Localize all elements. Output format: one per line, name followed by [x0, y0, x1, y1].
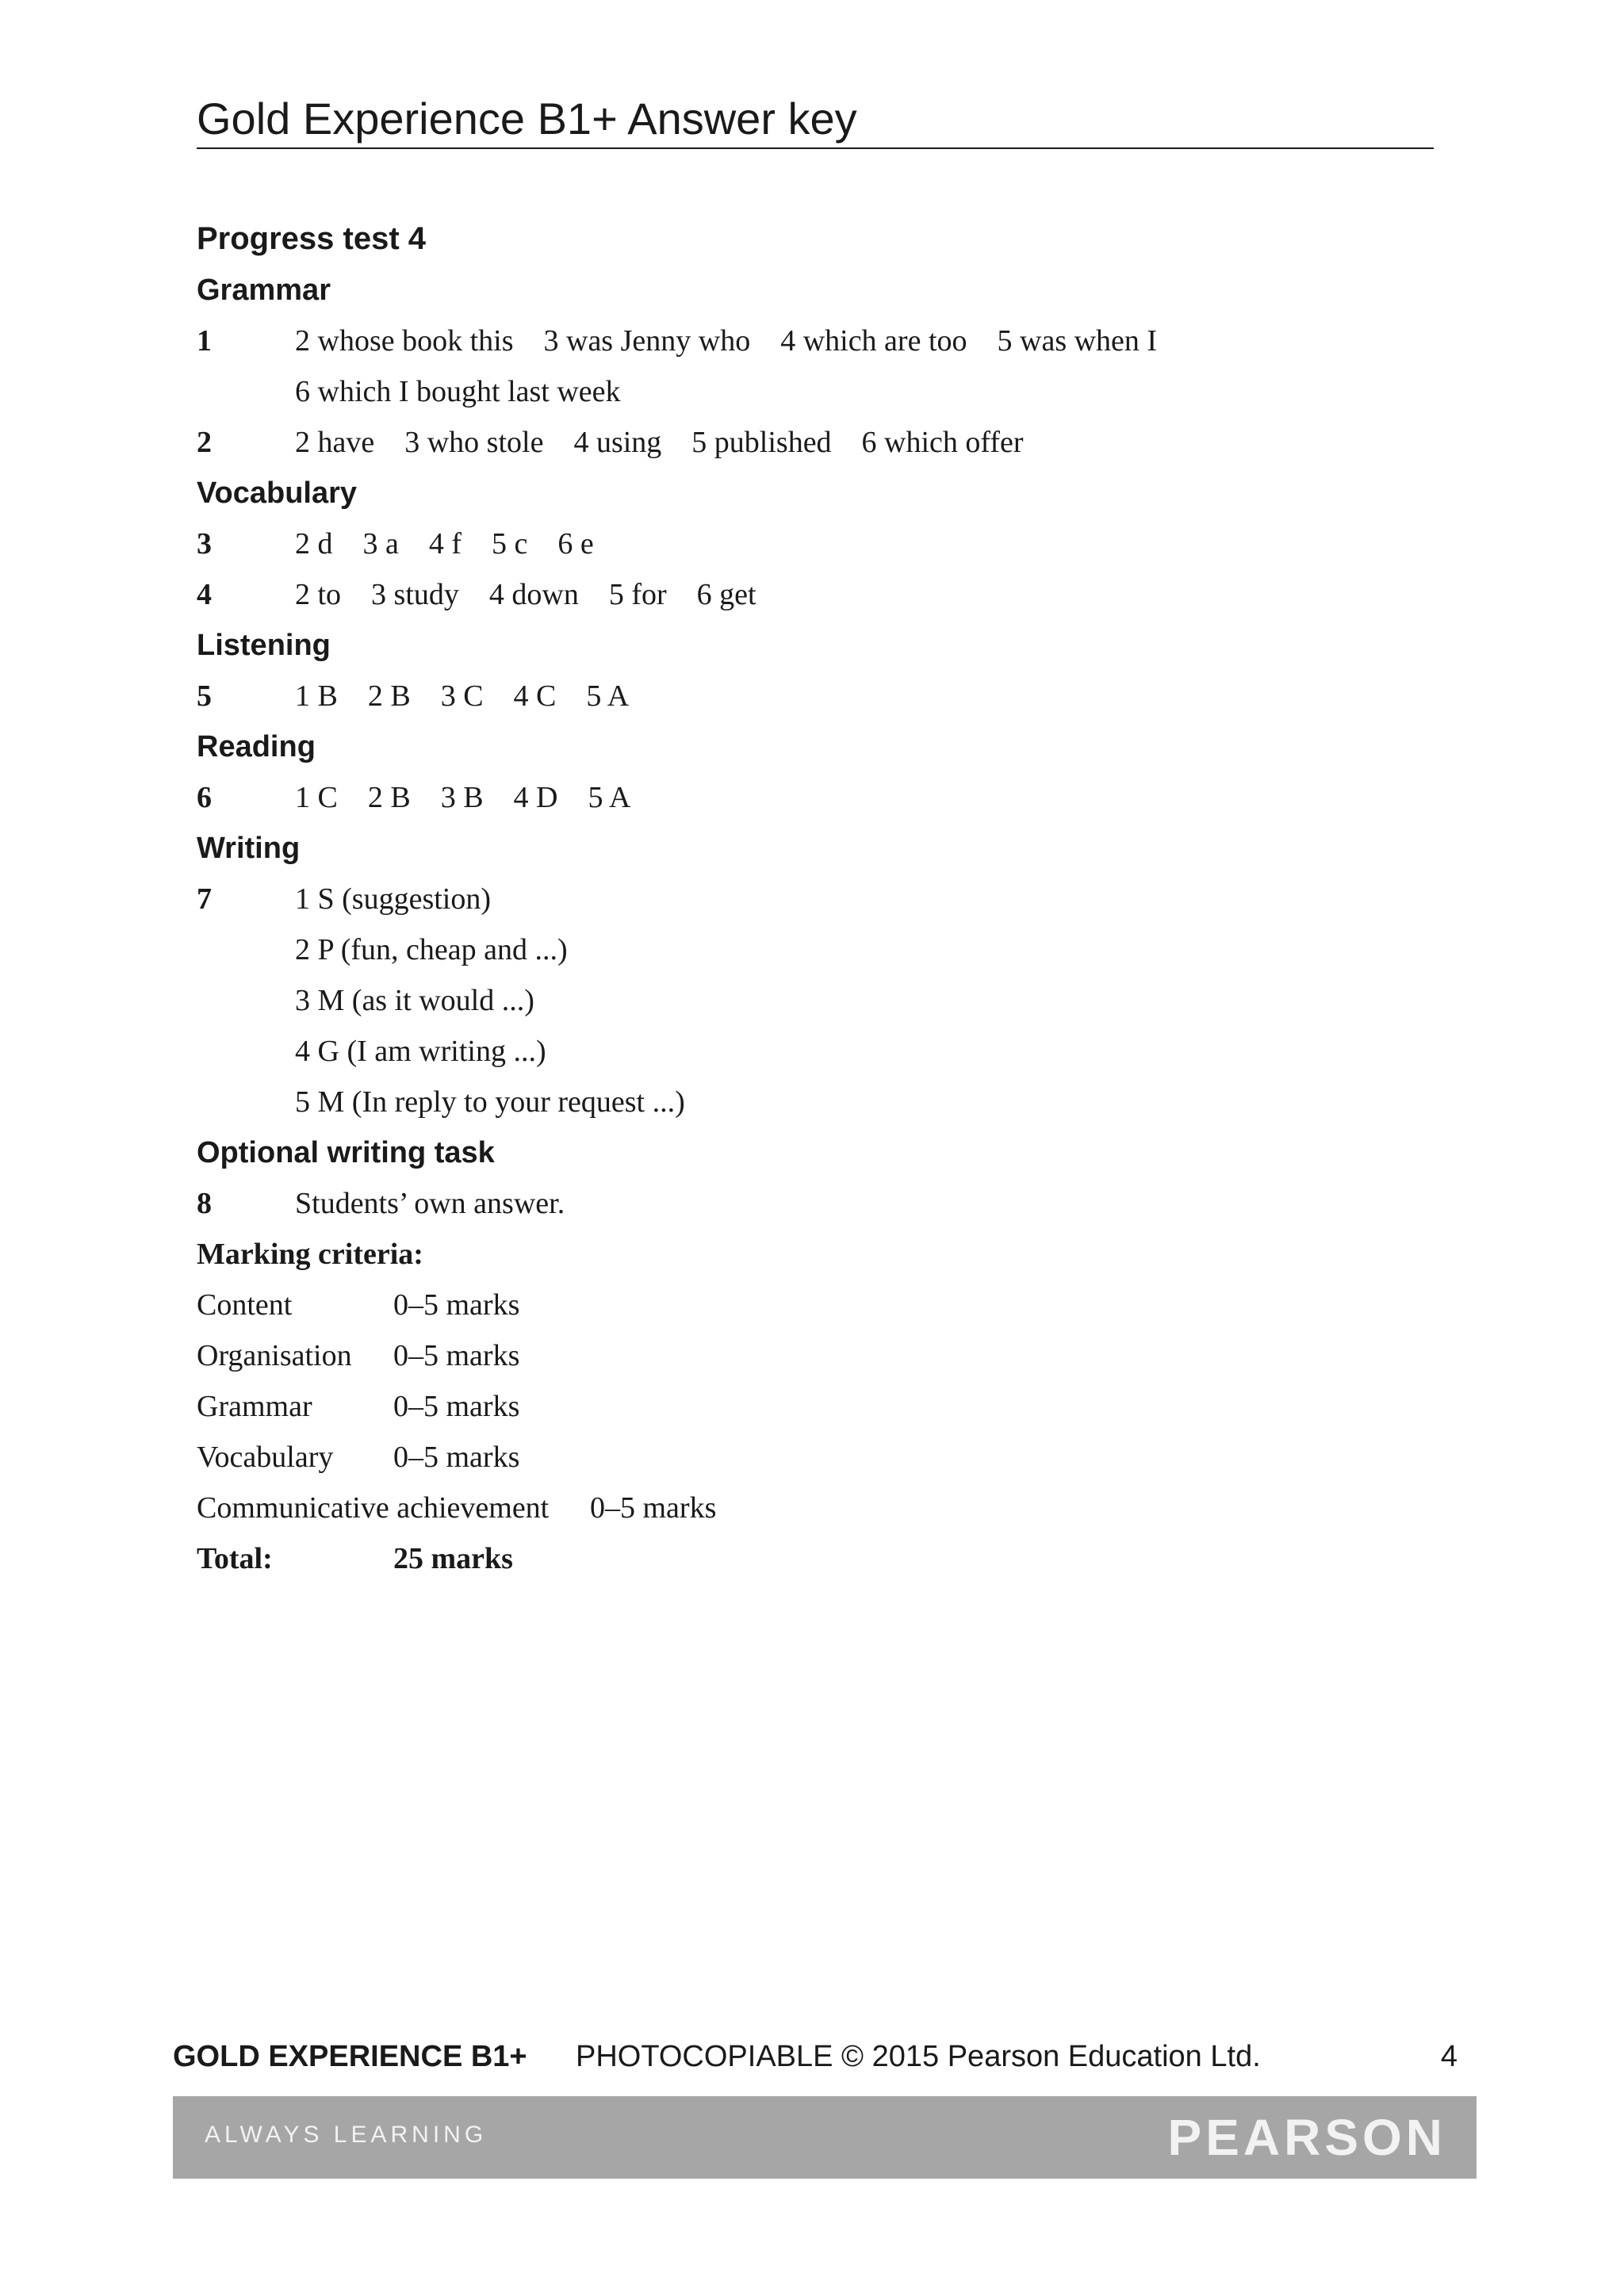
- answer-text: 5 M (In reply to your request ...): [295, 1085, 685, 1119]
- section-heading-listening: Listening: [197, 629, 331, 662]
- question-number: 8: [197, 1187, 212, 1220]
- question-number-spacer: [197, 924, 295, 975]
- answer-row: [197, 366, 1434, 417]
- test-title: Progress test 4: [197, 221, 427, 256]
- answer-text: 6 which I bought last week: [295, 375, 621, 408]
- question-number-spacer: [197, 1026, 295, 1077]
- answer-row: [197, 569, 1434, 620]
- pearson-logo: PEARSON: [1167, 2109, 1446, 2166]
- criteria-row: [197, 1432, 1434, 1483]
- answer-row: [197, 417, 1434, 468]
- answer-text: 1 C 2 B 3 B 4 D 5 A: [295, 781, 631, 814]
- criteria-value: 0–5 marks: [393, 1288, 520, 1322]
- document-title: Gold Experience B1+ Answer key: [197, 94, 857, 144]
- question-number: 5: [197, 679, 212, 713]
- marking-criteria-title: Marking criteria:: [197, 1238, 423, 1271]
- answer-text: 1 B 2 B 3 C 4 C 5 A: [295, 679, 630, 713]
- criteria-label: Grammar: [197, 1390, 312, 1423]
- question-number: 3: [197, 527, 212, 561]
- section-heading-vocabulary: Vocabulary: [197, 476, 358, 510]
- section-heading-reading: Reading: [197, 730, 316, 763]
- answer-row: [197, 772, 1434, 823]
- criteria-value: 0–5 marks: [590, 1491, 717, 1525]
- criteria-row: [197, 1280, 1434, 1330]
- footer-copyright: PHOTOCOPIABLE © 2015 Pearson Education Ltd.: [576, 2040, 1261, 2073]
- answer-row: [197, 1077, 1434, 1127]
- answer-text: Students’ own answer.: [295, 1187, 565, 1220]
- question-number-spacer: [197, 975, 295, 1026]
- criteria-value: 0–5 marks: [393, 1390, 520, 1423]
- question-number: 2: [197, 426, 212, 459]
- question-number-spacer: [197, 366, 295, 417]
- total-value: 25 marks: [393, 1542, 513, 1575]
- answer-row: [197, 924, 1434, 975]
- always-learning-tagline: ALWAYS LEARNING: [205, 2122, 488, 2148]
- answer-key-content: [197, 212, 1434, 1584]
- criteria-value: 0–5 marks: [393, 1339, 520, 1372]
- criteria-label: Content: [197, 1288, 293, 1322]
- footer-brand: GOLD EXPERIENCE B1+: [173, 2040, 527, 2073]
- answer-text: 2 to 3 study 4 down 5 for 6 get: [295, 578, 756, 611]
- criteria-label: Organisation: [197, 1339, 352, 1372]
- pearson-banner: [173, 2096, 1477, 2179]
- section-heading-optional-writing: Optional writing task: [197, 1136, 495, 1169]
- answer-text: 1 S (suggestion): [295, 882, 491, 916]
- page-header: [197, 92, 1434, 149]
- criteria-label: Vocabulary: [197, 1441, 334, 1474]
- answer-text: 4 G (I am writing ...): [295, 1035, 546, 1068]
- answer-row: [197, 316, 1434, 366]
- answer-row: [197, 874, 1434, 924]
- criteria-row: [197, 1483, 1434, 1533]
- criteria-row: [197, 1330, 1434, 1381]
- question-number-spacer: [197, 1077, 295, 1127]
- criteria-label: Communicative achievement: [197, 1491, 550, 1525]
- answer-text: 2 P (fun, cheap and ...): [295, 933, 568, 966]
- criteria-row: [197, 1381, 1434, 1432]
- page-number: 4: [1440, 2040, 1457, 2073]
- answer-text: 2 whose book this 3 was Jenny who 4 which are too 5 was when I: [295, 324, 1158, 358]
- answer-text: 2 d 3 a 4 f 5 c 6 e: [295, 527, 594, 561]
- answer-text: 3 M (as it would ...): [295, 984, 534, 1017]
- question-number: 1: [197, 324, 212, 358]
- section-heading-writing: Writing: [197, 832, 301, 865]
- answer-row: [197, 671, 1434, 721]
- question-number: 7: [197, 882, 212, 916]
- answer-row: [197, 975, 1434, 1026]
- criteria-value: 0–5 marks: [393, 1441, 520, 1474]
- total-label: Total:: [197, 1542, 273, 1575]
- answer-row: [197, 519, 1434, 569]
- answer-text: 2 have 3 who stole 4 using 5 published 6 which offer: [295, 426, 1024, 459]
- answer-row: [197, 1026, 1434, 1077]
- answer-row: [197, 1178, 1434, 1229]
- question-number: 4: [197, 578, 212, 611]
- criteria-total-row: [197, 1533, 1434, 1584]
- section-heading-grammar: Grammar: [197, 274, 331, 307]
- question-number: 6: [197, 781, 212, 814]
